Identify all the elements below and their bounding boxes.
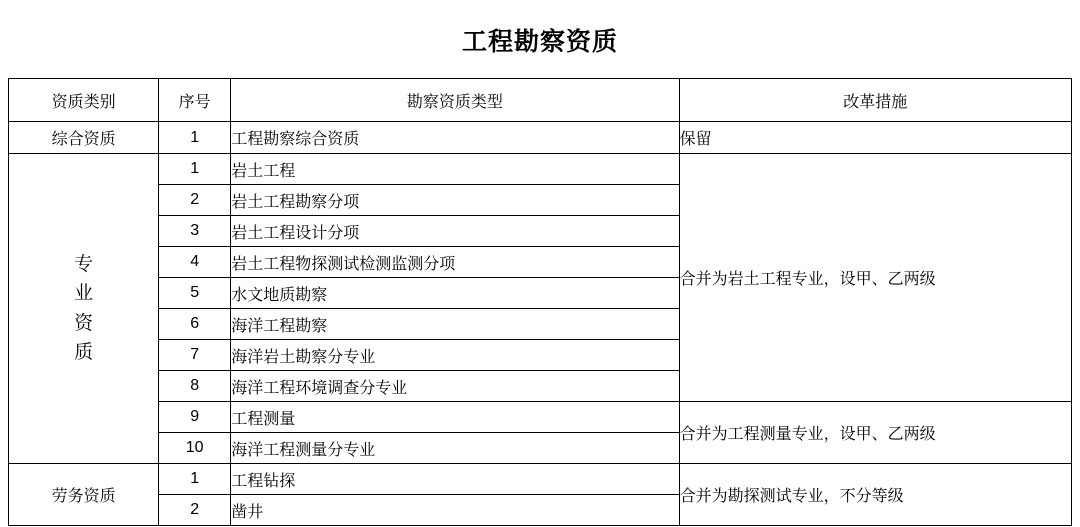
index-cell: 1 xyxy=(159,154,231,185)
table-header-row xyxy=(9,79,1072,122)
type-cell: 岩土工程勘察分项 xyxy=(231,185,679,216)
table-header xyxy=(9,79,1072,122)
table-row xyxy=(9,402,1072,433)
category-cell-comprehensive: 综合资质 xyxy=(9,122,159,154)
type-cell: 海洋工程测量分专业 xyxy=(231,433,679,464)
type-cell: 工程勘察综合资质 xyxy=(231,122,679,154)
header-index: 序号 xyxy=(159,79,231,122)
reform-cell: 保留 xyxy=(679,122,1071,154)
category-cell-professional xyxy=(9,154,159,464)
type-cell: 水文地质勘察 xyxy=(231,278,679,309)
header-reform: 改革措施 xyxy=(679,79,1071,122)
type-cell: 岩土工程 xyxy=(231,154,679,185)
type-cell: 岩土工程设计分项 xyxy=(231,216,679,247)
index-cell: 9 xyxy=(159,402,231,433)
category-char: 业 xyxy=(74,283,94,305)
table-row xyxy=(9,154,1072,185)
table-row xyxy=(9,122,1072,154)
type-cell: 工程钻探 xyxy=(231,464,679,495)
category-char: 专 xyxy=(74,253,94,275)
type-cell: 工程测量 xyxy=(231,402,679,433)
index-cell: 1 xyxy=(159,464,231,495)
qualification-table xyxy=(8,78,1072,526)
header-category: 资质类别 xyxy=(9,79,159,122)
type-cell: 海洋岩土勘察分专业 xyxy=(231,340,679,371)
type-cell: 凿井 xyxy=(231,495,679,526)
category-cell-labor: 劳务资质 xyxy=(9,464,159,526)
index-cell: 2 xyxy=(159,185,231,216)
index-cell: 5 xyxy=(159,278,231,309)
index-cell: 6 xyxy=(159,309,231,340)
index-cell: 7 xyxy=(159,340,231,371)
type-cell: 岩土工程物探测试检测监测分项 xyxy=(231,247,679,278)
category-char: 资 xyxy=(74,312,94,334)
index-cell: 1 xyxy=(159,122,231,154)
reform-cell: 合并为岩土工程专业，设甲、乙两级 xyxy=(679,154,1071,402)
page-title: 工程勘察资质 xyxy=(461,28,618,56)
index-cell: 10 xyxy=(159,433,231,464)
category-char: 质 xyxy=(74,341,94,363)
index-cell: 3 xyxy=(159,216,231,247)
index-cell: 4 xyxy=(159,247,231,278)
reform-cell: 合并为勘探测试专业，不分等级 xyxy=(679,464,1071,526)
type-cell: 海洋工程环境调查分专业 xyxy=(231,371,679,402)
index-cell: 2 xyxy=(159,495,231,526)
index-cell: 8 xyxy=(159,371,231,402)
table-body xyxy=(9,122,1072,526)
type-cell: 海洋工程勘察 xyxy=(231,309,679,340)
header-type: 勘察资质类型 xyxy=(231,79,679,122)
reform-cell: 合并为工程测量专业，设甲、乙两级 xyxy=(679,402,1071,464)
table-row xyxy=(9,464,1072,495)
